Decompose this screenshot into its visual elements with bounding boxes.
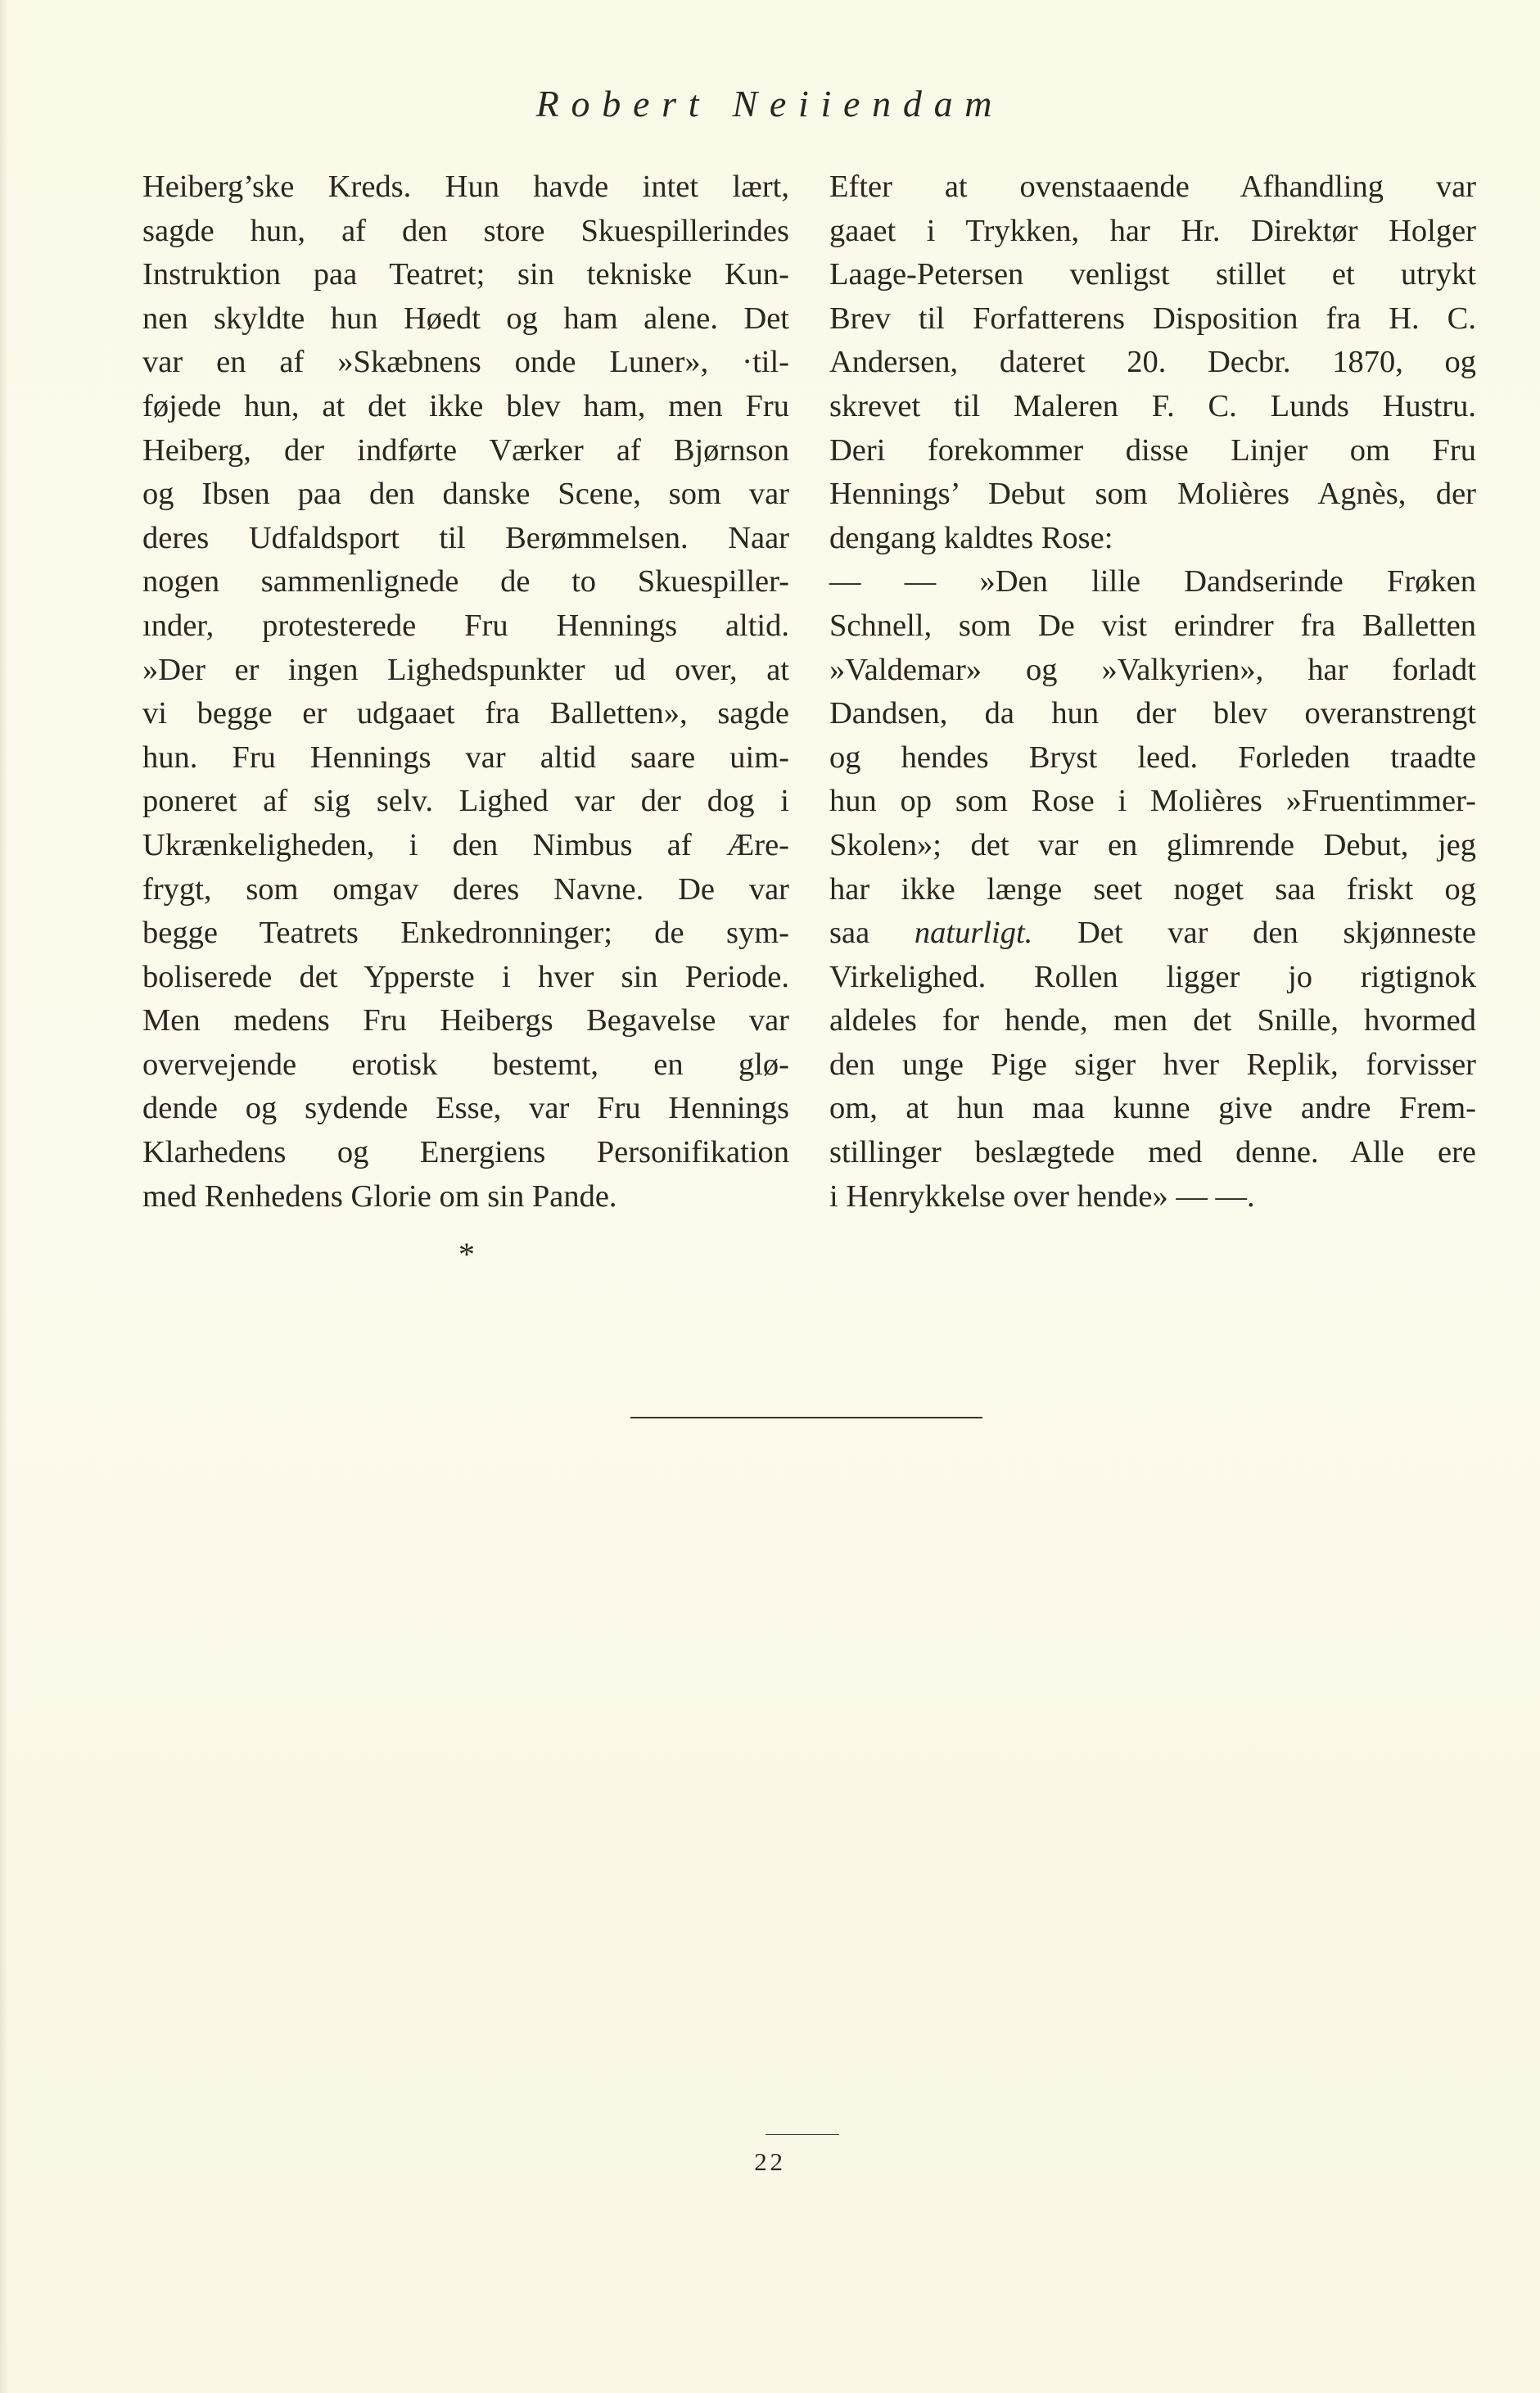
text-line: føjede hun, at det ikke blev ham, men Fru xyxy=(142,388,789,423)
text-line: Andersen, dateret 20. Decbr. 1870, og xyxy=(829,345,1476,380)
page-edge-shadow xyxy=(0,0,8,2393)
text-line: nen skyldte hun Høedt og ham alene. Det xyxy=(142,301,789,336)
text-line: skrevet til Maleren F. C. Lunds Hustru. xyxy=(829,388,1476,423)
right-text-column xyxy=(829,165,1476,1219)
text-line: Ukrænkeligheden, i den Nimbus af Ære- xyxy=(142,827,789,862)
folio-rule xyxy=(765,2134,839,2135)
text-line: deres Udfaldsport til Berømmelsen. Naar xyxy=(142,520,789,555)
text-line: har ikke længe seet noget saa friskt og xyxy=(829,871,1476,907)
text-line: Dandsen, da hun der blev overanstrengt xyxy=(829,696,1476,731)
end-rule xyxy=(630,1417,982,1418)
text-line: Hennings’ Debut som Molières Agnès, der xyxy=(829,477,1476,512)
text-line: Schnell, som De vist erindrer fra Balletten xyxy=(829,608,1476,643)
text-line: »Der er ingen Lighedspunkter ud over, at xyxy=(142,652,789,687)
text-line: Klarhedens og Energiens Personifikation xyxy=(142,1135,789,1170)
running-head: Robert Neiiendam xyxy=(535,83,1005,124)
text-line: den unge Pige siger hver Replik, forvisser xyxy=(829,1047,1476,1082)
text-line: boliserede det Ypperste i hver sin Periode. xyxy=(142,959,789,994)
text-line: hun op som Rose i Molières »Fruentimmer- xyxy=(829,784,1476,819)
emphasized-word: naturligt. xyxy=(914,916,1033,951)
text-line: — — »Den lille Dandserinde Frøken xyxy=(829,564,1476,599)
text-line: Skolen»; det var en glimrende Debut, jeg xyxy=(829,827,1476,862)
text-line: Heiberg, der indførte Værker af Bjørnson xyxy=(142,432,789,468)
text-line: og Ibsen paa den danske Scene, som var xyxy=(142,477,789,512)
text-line: Virkelighed. Rollen ligger jo rigtignok xyxy=(829,959,1476,994)
text-line: aldeles for hende, men det Snille, hvormed xyxy=(829,1003,1476,1038)
text-line: var en af »Skæbnens onde Luner», ·til- xyxy=(142,345,789,380)
text-line: i Henrykkelse over hende» — —. xyxy=(829,1178,1255,1214)
text-line: Instruktion paa Teatret; sin tekniske Kun- xyxy=(142,257,789,292)
text-line: Deri forekommer disse Linjer om Fru xyxy=(829,432,1476,468)
text-line: Efter at ovenstaaende Afhandling var xyxy=(829,170,1476,204)
text-line: »Valdemar» og »Valkyrien», har forladt xyxy=(829,652,1476,687)
text-segment: Det var den skjønneste xyxy=(1032,916,1476,951)
text-line-with-emphasis xyxy=(829,912,1476,956)
text-line: frygt, som omgav deres Navne. De var xyxy=(142,871,789,907)
left-text-column xyxy=(142,165,789,1219)
text-line: poneret af sig selv. Lighed var der dog i xyxy=(142,784,789,819)
text-line: Brev til Forfatterens Disposition fra H. C. xyxy=(829,301,1476,336)
section-asterisk: * xyxy=(458,1236,475,1273)
text-line: Men medens Fru Heibergs Begavelse var xyxy=(142,1003,789,1038)
text-line: overvejende erotisk bestemt, en glø- xyxy=(142,1047,789,1082)
text-line: dengang kaldtes Rose: xyxy=(829,520,1113,555)
text-line: dende og sydende Esse, var Fru Hennings xyxy=(142,1091,789,1126)
text-line: Laage-Petersen venligst stillet et utrykt xyxy=(829,257,1476,292)
text-line: nogen sammenlignede de to Skuespiller- xyxy=(142,564,789,599)
text-line: med Renhedens Glorie om sin Pande. xyxy=(142,1178,617,1214)
text-line: vi begge er udgaaet fra Balletten», sagde xyxy=(142,696,789,731)
text-line: stillinger beslægtede med denne. Alle ere xyxy=(829,1135,1476,1170)
text-line: og hendes Bryst leed. Forleden traadte xyxy=(829,740,1476,775)
text-segment: saa xyxy=(829,916,915,951)
text-line: gaaet i Trykken, har Hr. Direktør Holger xyxy=(829,213,1476,248)
text-line: begge Teatrets Enkedronninger; de sym- xyxy=(142,916,789,951)
text-line: Heiberg’ske Kreds. Hun havde intet lært, xyxy=(142,170,789,204)
text-line: ınder, protesterede Fru Hennings altid. xyxy=(142,608,789,643)
text-line: om, at hun maa kunne give andre Frem- xyxy=(829,1091,1476,1126)
text-line: sagde hun, af den store Skuespillerindes xyxy=(142,213,789,248)
text-line: hun. Fru Hennings var altid saare uim- xyxy=(142,740,789,775)
page-number: 22 xyxy=(754,2147,786,2176)
